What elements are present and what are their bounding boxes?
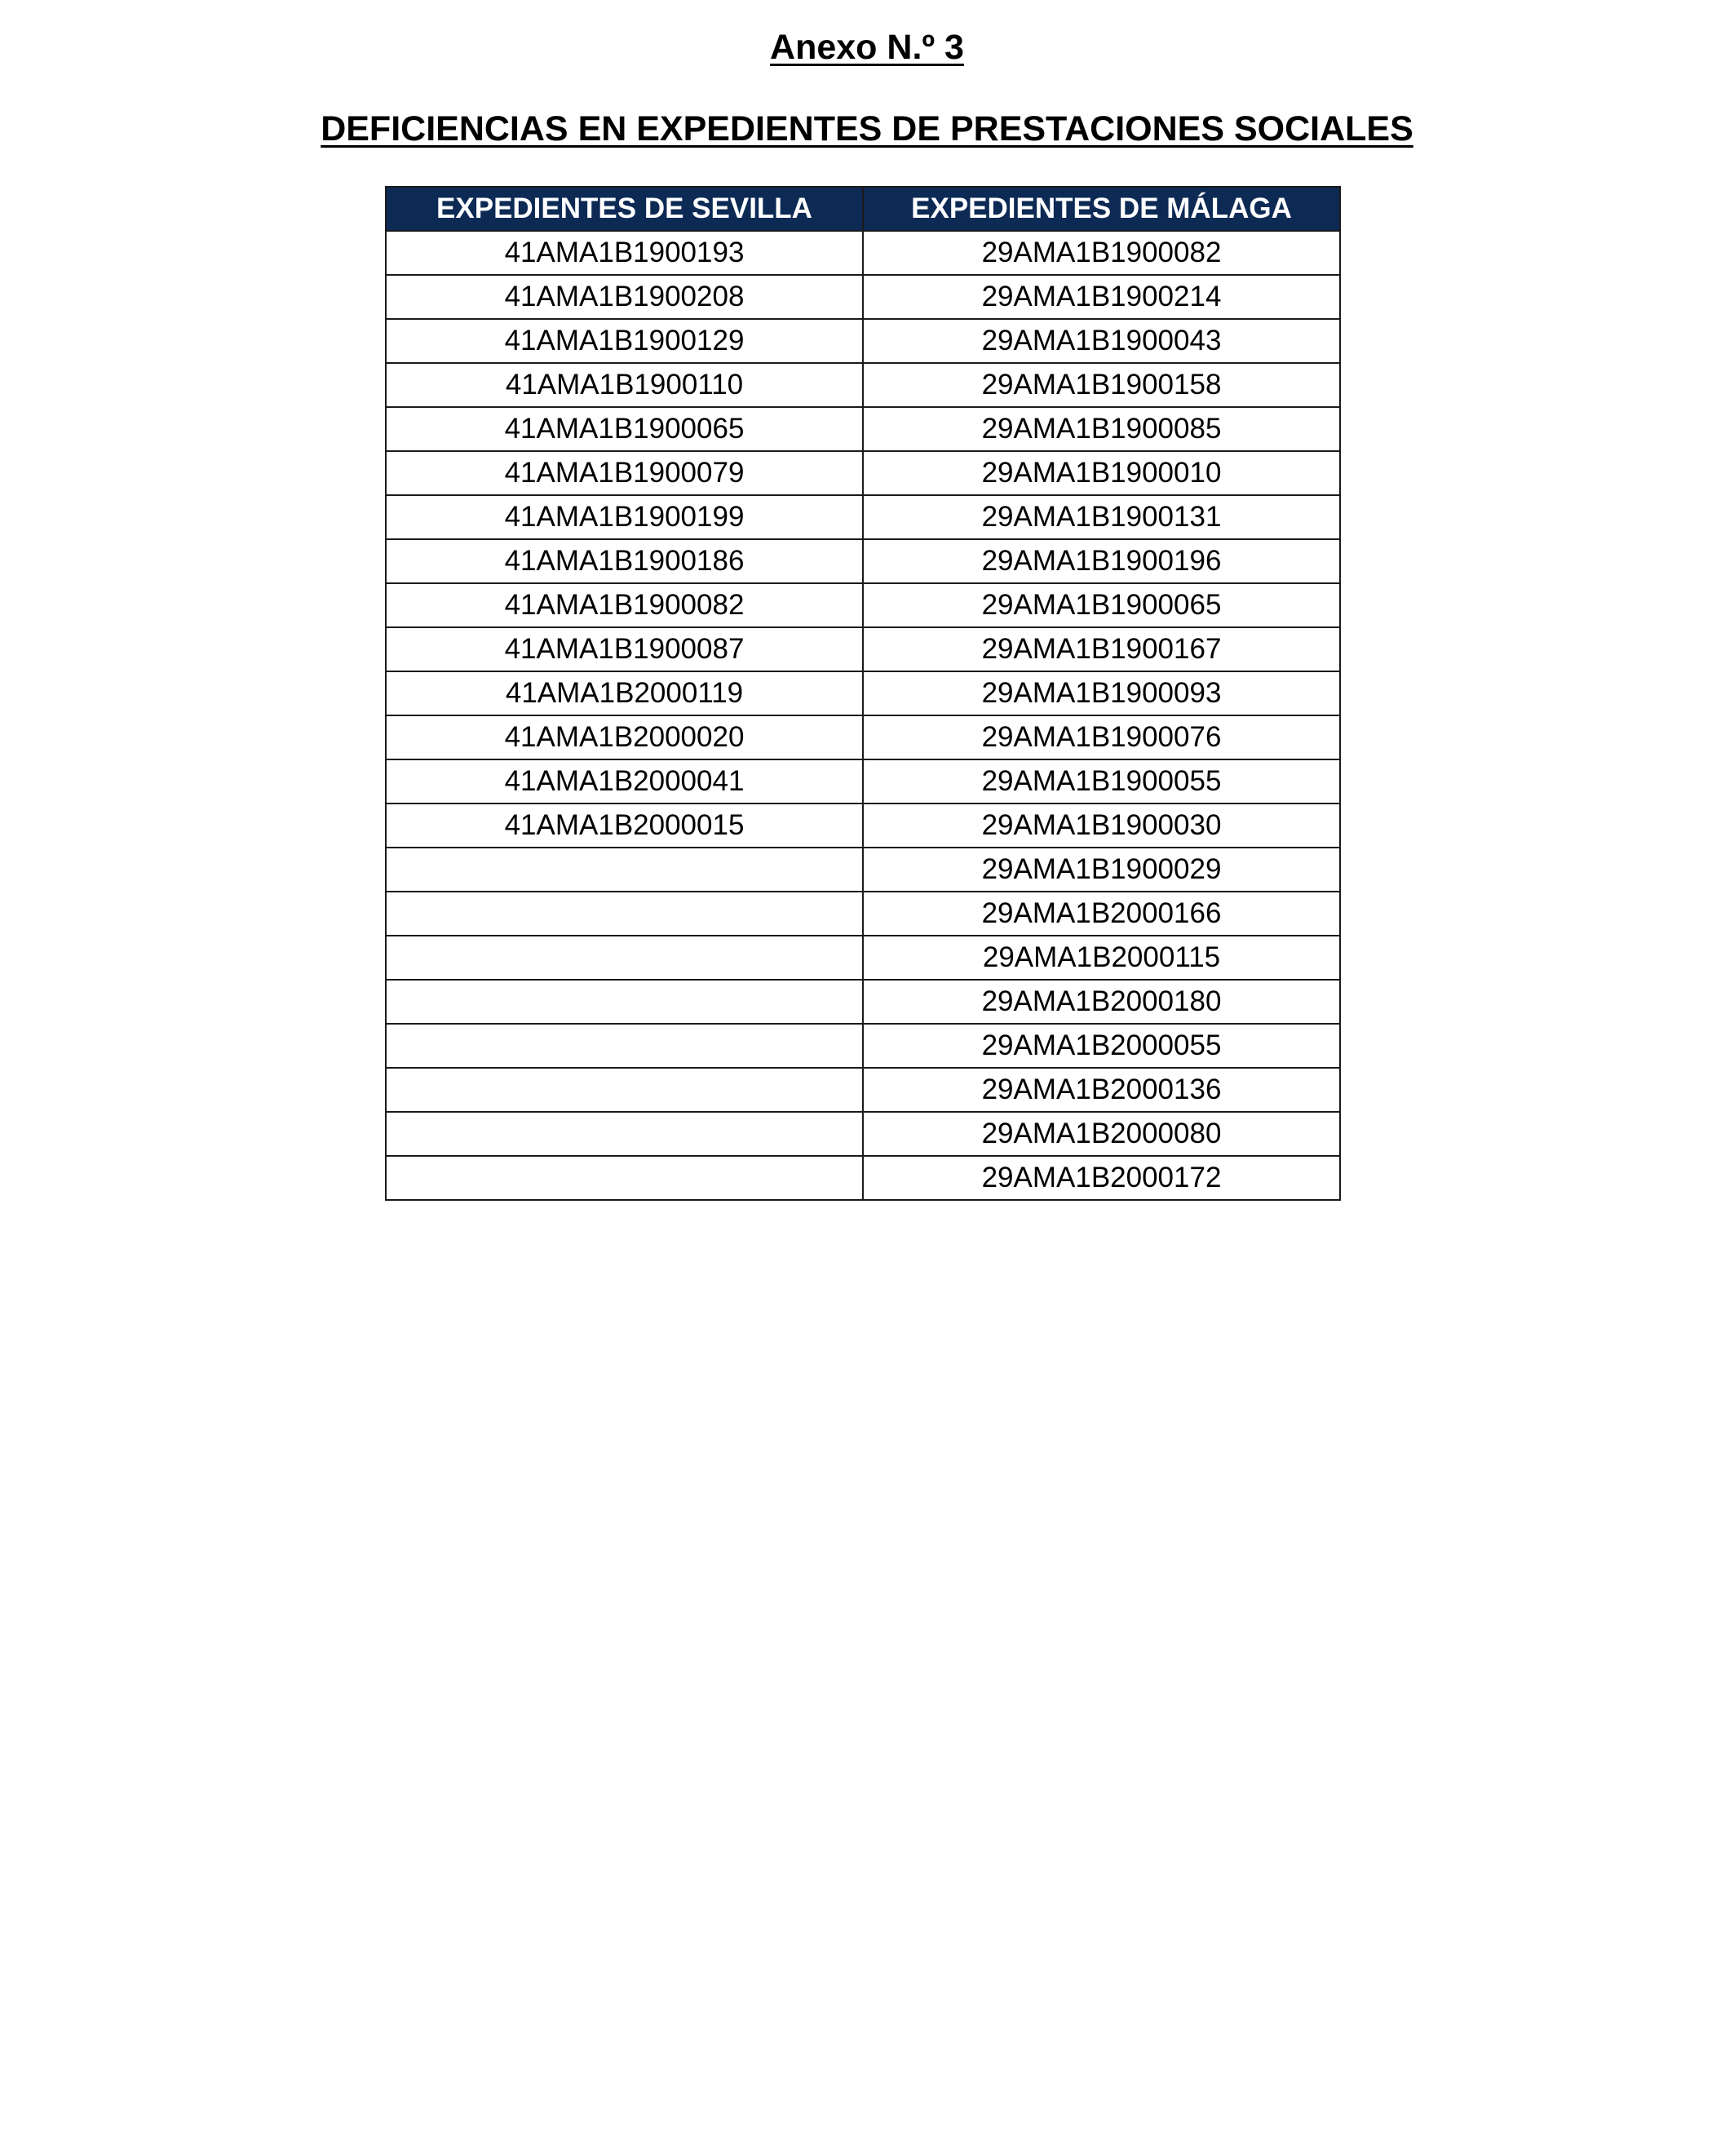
cell-sevilla [386,848,863,892]
document-title [0,104,1734,153]
cell-malaga: 29AMA1B1900158 [863,363,1340,407]
cell-malaga: 29AMA1B2000180 [863,980,1340,1024]
table-row [386,451,1340,495]
cell-malaga: 29AMA1B1900010 [863,451,1340,495]
cell-sevilla [386,936,863,980]
table-row [386,495,1340,539]
cell-sevilla: 41AMA1B2000020 [386,715,863,759]
table-row [386,627,1340,671]
cell-sevilla: 41AMA1B2000041 [386,759,863,804]
cell-malaga: 29AMA1B1900076 [863,715,1340,759]
annex-title-text: Anexo N.º 3 [770,28,964,67]
table-row [386,231,1340,275]
document-title-text: DEFICIENCIAS EN EXPEDIENTES DE PRESTACIONES SOCIALES [321,109,1413,148]
cell-malaga: 29AMA1B1900214 [863,275,1340,319]
cell-malaga: 29AMA1B1900055 [863,759,1340,804]
table-row [386,583,1340,627]
table-row [386,1112,1340,1156]
annex-title [0,23,1734,72]
cell-malaga: 29AMA1B2000055 [863,1024,1340,1068]
cell-malaga: 29AMA1B2000172 [863,1156,1340,1200]
cell-sevilla [386,892,863,936]
table-row [386,363,1340,407]
table-row [386,759,1340,804]
table-row [386,892,1340,936]
cell-malaga: 29AMA1B2000136 [863,1068,1340,1112]
table-row [386,319,1340,363]
cell-sevilla: 41AMA1B1900193 [386,231,863,275]
header-sevilla: EXPEDIENTES DE SEVILLA [386,187,863,231]
table-row [386,1024,1340,1068]
cell-malaga: 29AMA1B1900093 [863,671,1340,715]
table-row [386,804,1340,848]
cell-malaga: 29AMA1B1900029 [863,848,1340,892]
cell-sevilla: 41AMA1B1900079 [386,451,863,495]
cell-sevilla: 41AMA1B1900087 [386,627,863,671]
cell-sevilla [386,1156,863,1200]
table-row [386,407,1340,451]
cell-malaga: 29AMA1B1900082 [863,231,1340,275]
cell-malaga: 29AMA1B2000115 [863,936,1340,980]
cell-sevilla: 41AMA1B2000015 [386,804,863,848]
cell-sevilla: 41AMA1B1900082 [386,583,863,627]
cell-sevilla: 41AMA1B1900065 [386,407,863,451]
cell-sevilla [386,1024,863,1068]
table-row [386,1068,1340,1112]
cell-malaga: 29AMA1B2000080 [863,1112,1340,1156]
table-row [386,1156,1340,1200]
cell-sevilla [386,1068,863,1112]
table-row [386,980,1340,1024]
table-header-row [386,187,1340,231]
cell-sevilla [386,980,863,1024]
cell-malaga: 29AMA1B1900065 [863,583,1340,627]
cell-sevilla [386,1112,863,1156]
table-row [386,539,1340,583]
cell-malaga: 29AMA1B1900043 [863,319,1340,363]
table-row [386,671,1340,715]
cell-malaga: 29AMA1B1900085 [863,407,1340,451]
header-malaga: EXPEDIENTES DE MÁLAGA [863,187,1340,231]
table-row [386,936,1340,980]
cell-malaga: 29AMA1B1900196 [863,539,1340,583]
cell-malaga: 29AMA1B1900167 [863,627,1340,671]
table-body [386,231,1340,1200]
cell-sevilla: 41AMA1B1900110 [386,363,863,407]
cell-sevilla: 41AMA1B2000119 [386,671,863,715]
table-row [386,275,1340,319]
cell-sevilla: 41AMA1B1900208 [386,275,863,319]
cell-sevilla: 41AMA1B1900199 [386,495,863,539]
table-row [386,715,1340,759]
table-row [386,848,1340,892]
cell-malaga: 29AMA1B1900131 [863,495,1340,539]
expedientes-table [385,186,1341,1201]
cell-malaga: 29AMA1B1900030 [863,804,1340,848]
cell-sevilla: 41AMA1B1900129 [386,319,863,363]
cell-malaga: 29AMA1B2000166 [863,892,1340,936]
cell-sevilla: 41AMA1B1900186 [386,539,863,583]
